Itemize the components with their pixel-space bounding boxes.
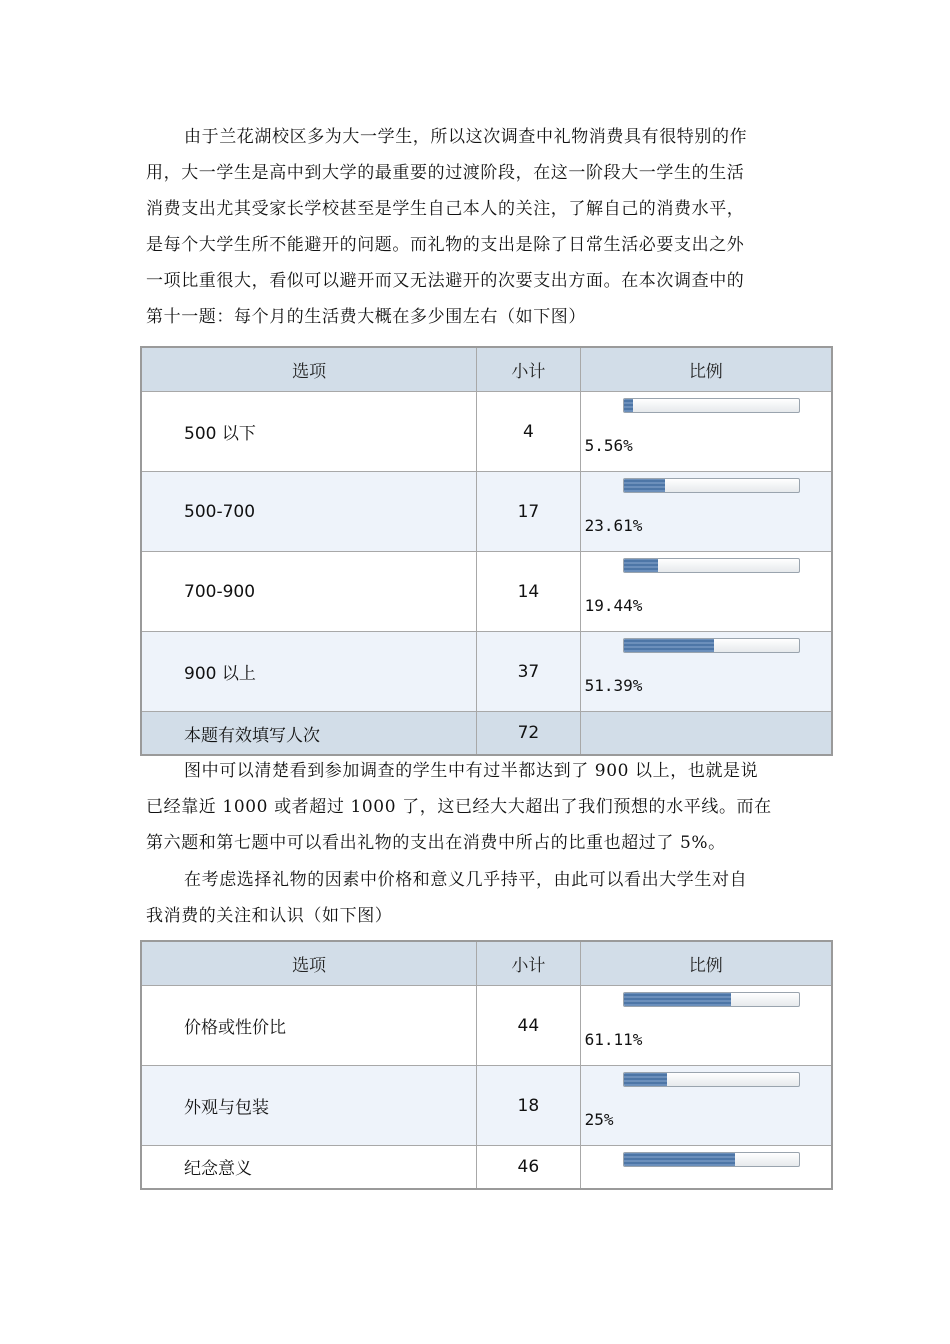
percent-label: 23.61%	[584, 516, 643, 535]
option-count: 14	[477, 552, 580, 632]
header-option: 选项	[141, 941, 477, 986]
analysis-line: 图中可以清楚看到参加调查的学生中有过半都达到了 900 以上，也就是说	[184, 761, 759, 781]
progress-fill	[624, 399, 634, 412]
header-ratio: 比例	[580, 347, 832, 392]
analysis-line: 第六题和第七题中可以看出礼物的支出在消费中所占的比重也超过了 5%。	[146, 833, 726, 853]
header-ratio: 比例	[580, 941, 832, 986]
progress-fill	[624, 479, 665, 492]
table-row	[141, 986, 832, 1066]
header-count: 小计	[477, 941, 580, 986]
gift-factor-table	[140, 940, 833, 1190]
ratio-cell	[580, 1066, 832, 1146]
option-label: 外观与包装	[141, 1066, 477, 1146]
intro-paragraph	[146, 119, 806, 335]
ratio-cell	[580, 1146, 832, 1189]
option-label: 500 以下	[141, 392, 477, 472]
total-row	[141, 712, 832, 756]
option-count: 44	[477, 986, 580, 1066]
intro-line: 用，大一学生是高中到大学的最重要的过渡阶段，在这一阶段大一学生的生活	[146, 163, 745, 183]
table-row	[141, 1146, 832, 1189]
progress-bar	[623, 398, 800, 413]
percent-label: 19.44%	[584, 596, 643, 615]
header-count: 小计	[477, 347, 580, 392]
intro-line: 一项比重很大，看似可以避开而又无法避开的次要支出方面。在本次调查中的	[146, 271, 745, 291]
ratio-cell	[580, 552, 832, 632]
progress-bar	[623, 478, 800, 493]
total-label: 本题有效填写人次	[141, 712, 477, 756]
total-count: 72	[477, 712, 580, 756]
progress-bar	[623, 1072, 800, 1087]
progress-fill	[624, 1153, 736, 1166]
option-count: 18	[477, 1066, 580, 1146]
table-row	[141, 392, 832, 472]
progress-fill	[624, 639, 714, 652]
progress-bar	[623, 1152, 800, 1167]
percent-label: 5.56%	[584, 436, 633, 455]
ratio-cell	[580, 632, 832, 712]
percent-label: 25%	[584, 1110, 614, 1129]
table-row	[141, 632, 832, 712]
ratio-cell	[580, 392, 832, 472]
option-label: 纪念意义	[141, 1146, 477, 1189]
factor-line: 在考虑选择礼物的因素中价格和意义几乎持平，由此可以看出大学生对自	[184, 870, 748, 890]
progress-fill	[624, 993, 731, 1006]
progress-bar	[623, 558, 800, 573]
percent-label: 61.11%	[584, 1030, 643, 1049]
option-label: 价格或性价比	[141, 986, 477, 1066]
table-row	[141, 1066, 832, 1146]
analysis-paragraph	[146, 753, 806, 861]
option-label: 700-900	[141, 552, 477, 632]
option-count: 46	[477, 1146, 580, 1189]
total-empty-cell	[580, 712, 832, 756]
percent-label: 51.39%	[584, 676, 643, 695]
option-count: 37	[477, 632, 580, 712]
option-label: 900 以上	[141, 632, 477, 712]
progress-fill	[624, 1073, 668, 1086]
intro-line: 由于兰花湖校区多为大一学生，所以这次调查中礼物消费具有很特别的作	[184, 127, 748, 147]
ratio-cell	[580, 472, 832, 552]
table-row	[141, 552, 832, 632]
living-expense-table	[140, 346, 833, 756]
intro-line: 消费支出尤其受家长学校甚至是学生自己本人的关注，了解自己的消费水平，	[146, 199, 745, 219]
factor-paragraph	[146, 862, 806, 934]
analysis-line: 已经靠近 1000 或者超过 1000 了，这已经大大超出了我们预想的水平线。而在	[146, 797, 772, 817]
progress-fill	[624, 559, 658, 572]
option-label: 500-700	[141, 472, 477, 552]
progress-bar	[623, 992, 800, 1007]
progress-bar	[623, 638, 800, 653]
table-row	[141, 472, 832, 552]
intro-line: 是每个大学生所不能避开的问题。而礼物的支出是除了日常生活必要支出之外	[146, 235, 745, 255]
intro-line: 第十一题：每个月的生活费大概在多少围左右（如下图）	[146, 307, 586, 327]
header-option: 选项	[141, 347, 477, 392]
ratio-cell	[580, 986, 832, 1066]
option-count: 17	[477, 472, 580, 552]
factor-line: 我消费的关注和认识（如下图）	[146, 906, 393, 926]
option-count: 4	[477, 392, 580, 472]
